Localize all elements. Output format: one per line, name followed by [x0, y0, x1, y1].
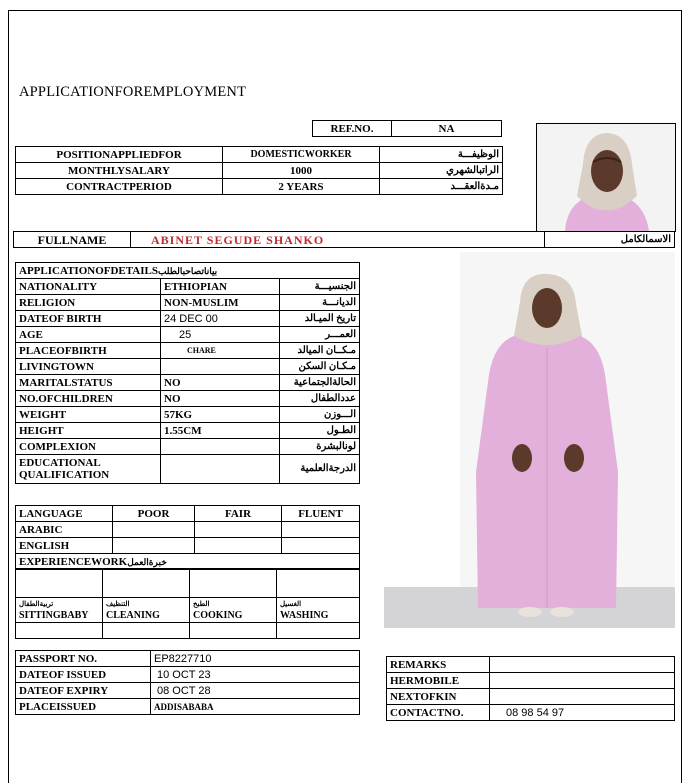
job-value: DOMESTICWORKER: [223, 147, 380, 163]
skill-cell: [190, 598, 277, 623]
language-table: [15, 505, 360, 570]
passport-value: EP8227710: [151, 651, 360, 667]
remarks-value: [490, 657, 675, 673]
detail-value: [161, 455, 280, 484]
fullname-value: ABINET SEGUDE SHANKO: [131, 232, 545, 248]
remarks-value: [490, 673, 675, 689]
portrait-photo: [536, 123, 676, 232]
skill-label: COOKING: [193, 610, 243, 621]
detail-label: DATEOF BIRTH: [16, 311, 161, 327]
passport-label: DATEOF ISSUED: [16, 667, 151, 683]
experience-label: EXPERIENCEWORK: [19, 555, 128, 568]
language-header: FAIR: [195, 506, 282, 522]
skill-cell: [277, 598, 360, 623]
detail-value: CHARE: [161, 343, 280, 359]
detail-label: MARITALSTATUS: [16, 375, 161, 391]
detail-arabic: مـكــان الميالد: [280, 343, 360, 359]
skill-label: SITTINGBABY: [19, 610, 89, 621]
fullname-label: FULLNAME: [14, 232, 131, 248]
detail-value: NO: [161, 391, 280, 407]
detail-value: 24 DEC 00: [161, 311, 280, 327]
detail-value: [161, 439, 280, 455]
detail-arabic: الدرجةالعلمية: [280, 455, 360, 484]
passport-value: 08 OCT 28: [151, 683, 360, 699]
language-row-label: ARABIC: [16, 522, 113, 538]
detail-arabic: الـــوزن: [280, 407, 360, 423]
job-value: 2 YEARS: [223, 179, 380, 195]
remarks-label: HERMOBILE: [387, 673, 490, 689]
detail-arabic: مـكـان السكن: [280, 359, 360, 375]
job-label: CONTRACTPERIOD: [16, 179, 223, 195]
detail-label: LIVINGTOWN: [16, 359, 161, 375]
job-arabic: الراتبالشهري: [380, 163, 503, 179]
detail-value: ETHIOPIAN: [161, 279, 280, 295]
language-header: FLUENT: [282, 506, 360, 522]
language-row-label: ENGLISH: [16, 538, 113, 554]
skill-arabic: تربيةالطفال: [19, 600, 54, 608]
detail-value: 25: [161, 327, 280, 343]
job-table: [15, 146, 503, 195]
ref-table: [312, 120, 502, 137]
detail-arabic: عددالطفال: [280, 391, 360, 407]
skill-arabic: التنظيف: [106, 600, 130, 608]
skill-cell: [103, 598, 190, 623]
experience-arabic: خبرةالعمل: [127, 556, 167, 567]
detail-label: HEIGHT: [16, 423, 161, 439]
fullname-table: [13, 231, 675, 248]
job-value: 1000: [223, 163, 380, 179]
detail-label: COMPLEXION: [16, 439, 161, 455]
skill-arabic: الطبخ: [193, 600, 210, 608]
details-header: [16, 263, 360, 279]
remarks-table: [386, 656, 675, 721]
detail-label: EDUCATIONAL QUALIFICATION: [16, 455, 161, 484]
passport-label: DATEOF EXPIRY: [16, 683, 151, 699]
detail-value: [161, 359, 280, 375]
detail-arabic: تاريخ الميـالد: [280, 311, 360, 327]
remarks-label: REMARKS: [387, 657, 490, 673]
full-body-photo: [384, 252, 675, 628]
detail-arabic: الديانـــة: [280, 295, 360, 311]
language-header: LANGUAGE: [16, 506, 113, 522]
form-title: APPLICATIONFOREMPLOYMENT: [19, 84, 247, 100]
skill-arabic: الغسيل: [280, 600, 302, 608]
skill-cell: [16, 598, 103, 623]
detail-arabic: العمـــر: [280, 327, 360, 343]
experience-table: [15, 568, 360, 639]
ref-label: REF.NO.: [313, 121, 392, 137]
remarks-label: NEXTOFKIN: [387, 689, 490, 705]
job-arabic: الوظيفـــة: [380, 147, 503, 163]
detail-arabic: لونالبشرة: [280, 439, 360, 455]
ref-value: NA: [392, 121, 502, 137]
remarks-value: [490, 689, 675, 705]
job-label: MONTHLYSALARY: [16, 163, 223, 179]
detail-arabic: الطـول: [280, 423, 360, 439]
detail-arabic: الجنسيـــة: [280, 279, 360, 295]
remarks-value: 08 98 54 97: [490, 705, 675, 721]
detail-label: NATIONALITY: [16, 279, 161, 295]
language-header: POOR: [113, 506, 195, 522]
detail-label: RELIGION: [16, 295, 161, 311]
details-header-arabic: بياناتصاحبالطلب: [157, 265, 218, 276]
detail-label: PLACEOFBIRTH: [16, 343, 161, 359]
skill-label: WASHING: [280, 610, 329, 621]
remarks-label: CONTACTNO.: [387, 705, 490, 721]
passport-value: 10 OCT 23: [151, 667, 360, 683]
job-label: POSITIONAPPLIEDFOR: [16, 147, 223, 163]
detail-value: 57KG: [161, 407, 280, 423]
detail-label: NO.OFCHILDREN: [16, 391, 161, 407]
details-header-label: APPLICATIONOFDETAILS: [19, 264, 158, 277]
details-table: [15, 262, 360, 484]
skill-label: CLEANING: [106, 610, 160, 621]
fullname-arabic: الاسمالكامل: [545, 232, 675, 248]
passport-value: ADDISABABA: [151, 699, 360, 715]
detail-value: NO: [161, 375, 280, 391]
detail-arabic: الحالةالجتماعية: [280, 375, 360, 391]
detail-label: AGE: [16, 327, 161, 343]
detail-label: WEIGHT: [16, 407, 161, 423]
job-arabic: مـدةالعقـــد: [380, 179, 503, 195]
detail-value: 1.55CM: [161, 423, 280, 439]
passport-table: [15, 650, 360, 715]
passport-label: PASSPORT NO.: [16, 651, 151, 667]
detail-value: NON-MUSLIM: [161, 295, 280, 311]
passport-label: PLACEISSUED: [16, 699, 151, 715]
